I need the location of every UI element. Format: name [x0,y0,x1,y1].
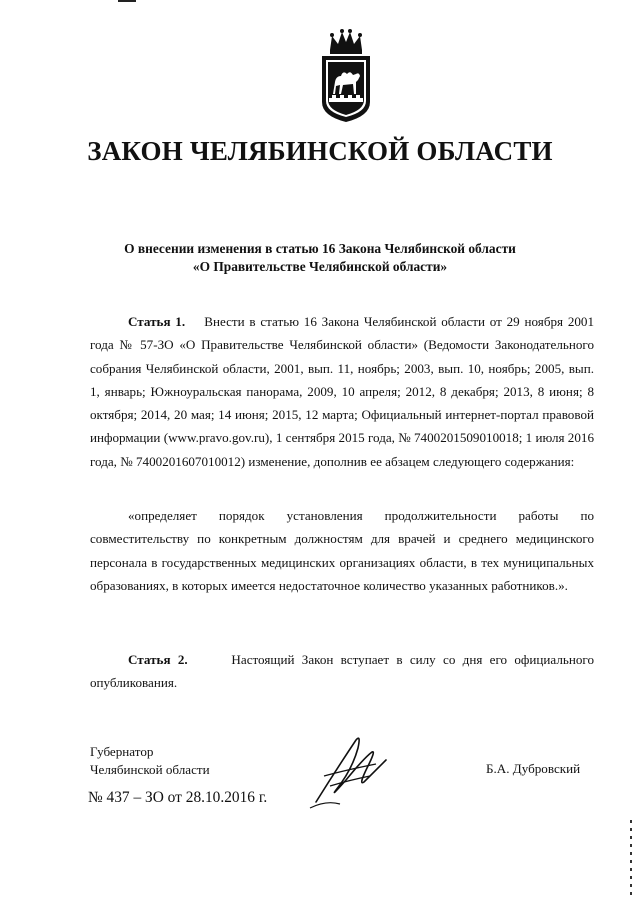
law-number-date: № 437 – ЗО от 28.10.2016 г. [88,789,268,806]
governor-line-1: Губернатор [90,744,154,759]
article-1-text: Внести в статью 16 Закона Челябинской области от 29 ноября 2001 года № 57-ЗО «О Правительстве Челябинской области» (Ведомости Законодательного собрания Челябинской области, 2001, вып. 11, ноябрь; 2003, вып. 10, ноябрь; 2005, вып. 1, январь; Южноуральская панорама, 2009, 10 апреля; 2012, 8 декабря; 2013, 8 июня; 8 октября; 2014, 20 мая; 14 июня; 2015, 12 марта; Официальный интернет-портал правовой информации (www.pravo.gov.ru), 1 сентября 2015 года, № 7400201509010018; 1 июля 2016 года, № 7400201607010012) изменение, дополнив ее абзацем следующего содержания: [90,314,595,469]
article-2-text: Настоящий Закон вступает в силу со дня его официального опубликования. [90,652,594,691]
article-2-label: Статья 2. [128,652,188,667]
coat-of-arms-icon [316,28,376,124]
article-2 [90,648,594,695]
subtitle-line-2: «О Правительстве Челябинской области» [192,259,448,274]
scan-edge-marks [630,820,632,900]
subtitle-line-1: О внесении изменения в статью 16 Закона Челябинской области [124,241,516,256]
article-1 [90,310,594,473]
article-1-label: Статья 1. [128,314,186,329]
scan-mark [118,0,136,2]
article-1-quote: «определяет порядок установления продолжительности работы по совместительству по конкретным должностям для врачей и среднего медицинского персонала в государственных медицинских организациях области, в тех муниципальных образованиях, в которых имеется недостаточное количество указанных работников.». [90,508,594,593]
signer-name: Б.А. Дубровский [486,761,581,776]
law-title: ЗАКОН ЧЕЛЯБИНСКОЙ ОБЛАСТИ [87,136,553,166]
governor-position [90,743,210,779]
governor-line-2: Челябинской области [90,762,210,777]
handwritten-signature [306,730,394,810]
law-subtitle [0,240,640,276]
